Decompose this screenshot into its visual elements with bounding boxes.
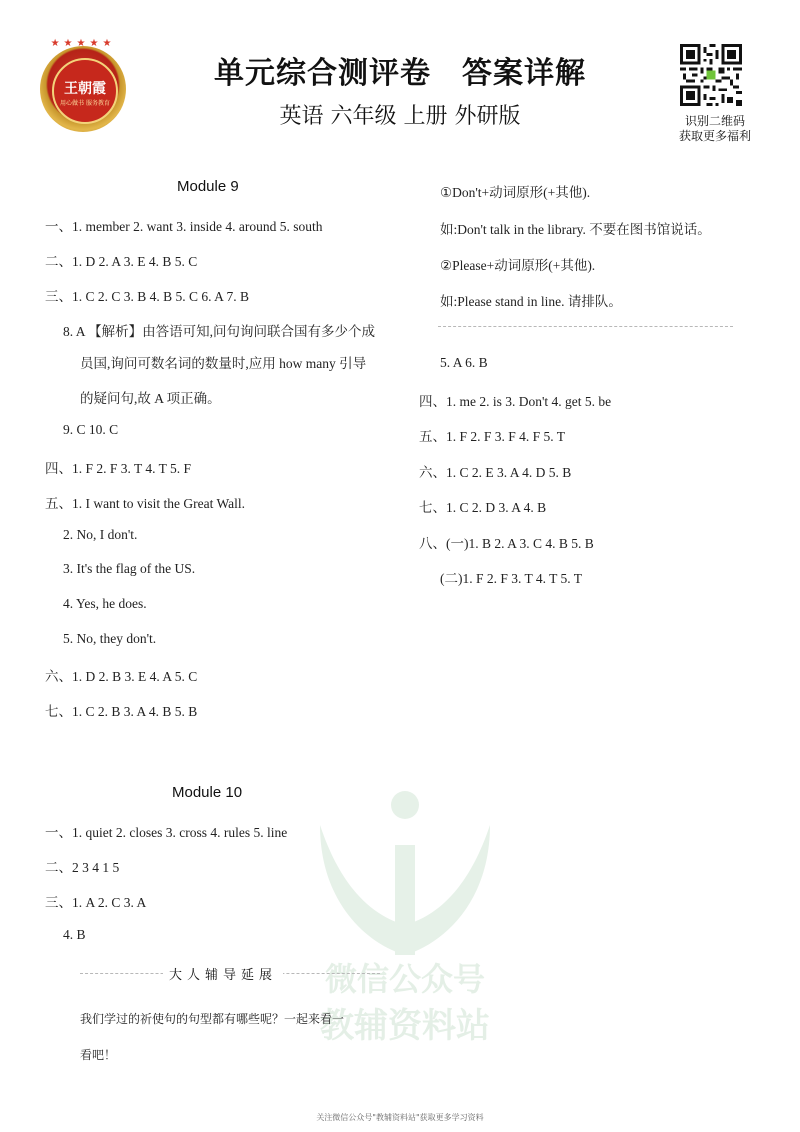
answer-line: 三、1. C 2. C 3. B 4. B 5. C 6. A 7. B <box>45 289 250 304</box>
answer-line: 八、(一)1. B 2. A 3. C 4. B 5. B <box>419 536 594 551</box>
answer-line: 五、1. I want to visit the Great Wall. <box>45 496 246 511</box>
logo-stars: ★★★★★ <box>50 38 116 49</box>
answer-line: 9. C 10. C <box>63 422 119 437</box>
answer-line: 四、1. me 2. is 3. Don't 4. get 5. be <box>419 394 612 409</box>
extension-text: 看吧！ <box>80 1048 117 1062</box>
answer-line: 4. B <box>63 927 86 942</box>
logo-subtext: 用心做书 服务教育 <box>60 100 110 107</box>
answer-line: 五、1. F 2. F 3. F 4. F 5. T <box>419 429 566 444</box>
answer-line: 2. No, I don't. <box>63 527 138 542</box>
module9-heading: Module 9 <box>177 178 239 195</box>
watermark-line1: 微信公众号 <box>324 960 486 998</box>
answer-line: 六、1. D 2. B 3. E 4. A 5. C <box>45 669 198 684</box>
answer-line: 二、2 3 4 1 5 <box>45 860 120 875</box>
extension-text: 我们学过的祈使句的句型都有哪些呢？一起来看一 <box>80 1012 345 1026</box>
answer-line: 四、1. F 2. F 3. T 4. T 5. F <box>45 461 192 476</box>
module10-heading: Module 10 <box>172 784 243 801</box>
answer-line: 七、1. C 2. B 3. A 4. B 5. B <box>45 704 198 719</box>
answer-line: 如:Don't talk in the library. 不要在图书馆说话。 <box>440 222 711 237</box>
answer-line: (二)1. F 2. F 3. T 4. T 5. T <box>440 571 583 586</box>
qr-caption-line1: 识别二维码 <box>684 114 745 128</box>
answer-line: 4. Yes, he does. <box>63 596 147 611</box>
answer-line: 七、1. C 2. D 3. A 4. B <box>419 500 547 515</box>
watermark-line2: 教辅资料站 <box>320 1006 490 1046</box>
answer-line: ②Please+动词原形(+其他). <box>440 258 596 273</box>
answer-line: 一、1. member 2. want 3. inside 4. around 5. south <box>45 219 323 234</box>
answer-line: 六、1. C 2. E 3. A 4. D 5. B <box>419 465 572 480</box>
answer-line: 三、1. A 2. C 3. A <box>45 895 147 910</box>
logo-text: 王朝霞 <box>64 81 106 97</box>
page-footer: 关注微信公众号"教辅资料站"获取更多学习资料 <box>316 1113 484 1122</box>
qr-code-icon[interactable] <box>680 44 742 106</box>
answer-line: 的疑问句,故 A 项正确。 <box>80 391 221 406</box>
answer-line: 8. A 【解析】由答语可知,问句询问联合国有多少个成 <box>63 324 376 339</box>
answer-line: ①Don't+动词原形(+其他). <box>440 185 591 200</box>
page-title: 单元综合测评卷 答案详解 <box>214 56 586 91</box>
answer-line: 5. No, they don't. <box>63 631 157 646</box>
answer-line: 员国,询问可数名词的数量时,应用 how many 引导 <box>80 356 367 371</box>
answer-line: 如:Please stand in line. 请排队。 <box>440 294 622 309</box>
answer-line: 一、1. quiet 2. closes 3. cross 4. rules 5. line <box>45 825 288 840</box>
answer-line: 3. It's the flag of the US. <box>63 561 196 576</box>
page-subtitle: 英语 六年级 上册 外研版 <box>279 104 521 129</box>
answer-line: 二、1. D 2. A 3. E 4. B 5. C <box>45 254 198 269</box>
qr-caption <box>660 114 770 144</box>
section-divider <box>438 326 733 327</box>
qr-caption-line2: 获取更多福利 <box>678 129 751 143</box>
answer-line: 5. A 6. B <box>440 355 488 370</box>
extension-title: 大人辅导延展 <box>163 964 283 983</box>
